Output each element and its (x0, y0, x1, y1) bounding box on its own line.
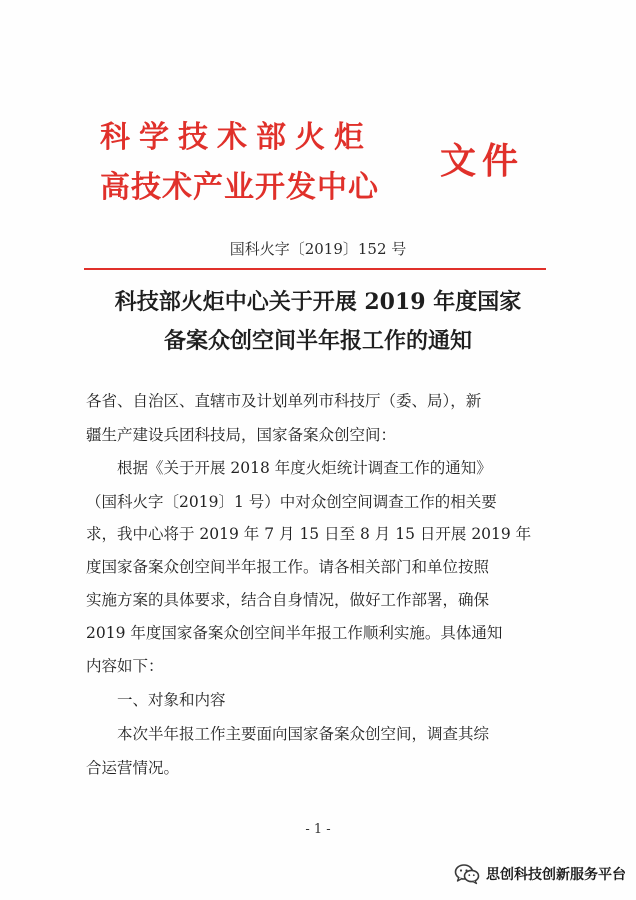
red-divider-line (84, 268, 546, 270)
body-line: 各省、自治区、直辖市及计划单列市科技厅（委、局），新 (86, 392, 482, 410)
body-line: 本次半年报工作主要面向国家备案众创空间，调查其综 (117, 725, 490, 743)
document-number: 国科火字〔2019〕152 号 (229, 240, 407, 258)
body-line: 内容如下： (86, 657, 164, 675)
body-line: 度国家备案众创空间半年报工作。请各相关部门和单位按照 (86, 558, 490, 576)
issuer-name-line-1: 科学技术部火炬 (100, 120, 373, 155)
body-line: 2019 年度国家备案众创空间半年报工作顺利实施。具体通知 (86, 624, 503, 642)
watermark-text: 思创科技创新服务平台 (486, 867, 626, 883)
body-line: 合运营情况。 (86, 759, 180, 777)
body-line: 实施方案的具体要求，结合自身情况，做好工作部署，确保 (86, 591, 490, 609)
body-line: （国科火字〔2019〕1 号）中对众创空间调查工作的相关要 (86, 493, 497, 511)
document-title-line-1: 科技部火炬中心关于开展 2019 年度国家 (114, 289, 522, 315)
section-heading: 一、对象和内容 (117, 691, 226, 709)
source-watermark (454, 862, 626, 886)
body-line: 根据《关于开展 2018 年度火炬统计调查工作的通知》 (117, 459, 492, 477)
issuer-name-line-2: 高技术产业开发中心 (100, 170, 379, 205)
document-header (100, 118, 540, 218)
document-title-line-2: 备案众创空间半年报工作的通知 (163, 328, 472, 354)
body-line: 求，我中心将于 2019 年 7 月 15 日至 8 月 15 日开展 2019 年 (86, 525, 532, 543)
document-type-label: 文件 (440, 140, 525, 182)
wechat-icon (454, 863, 480, 885)
body-line: 疆生产建设兵团科技局，国家备案众创空间： (86, 426, 397, 444)
page-number: - 1 - (305, 822, 331, 837)
